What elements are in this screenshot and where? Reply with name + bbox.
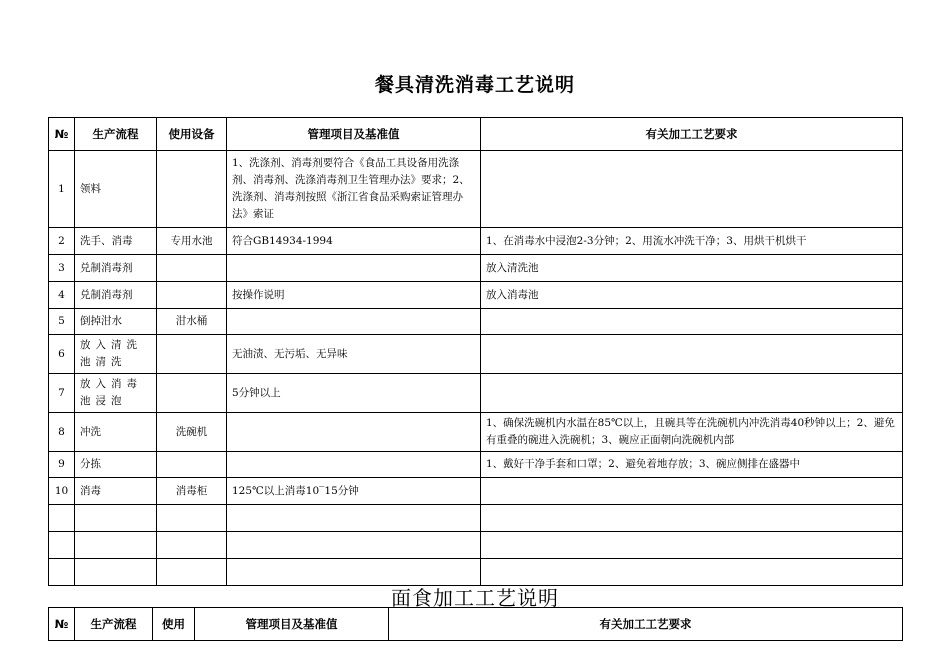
- row-no: 6: [49, 335, 75, 374]
- table-row: [49, 309, 903, 335]
- row-requirements: 放入清洗池: [481, 255, 903, 282]
- row-management: [227, 255, 481, 282]
- row-requirements: [481, 151, 903, 228]
- header-equipment: 使用设备: [157, 118, 227, 151]
- row-equipment: [157, 452, 227, 478]
- row-no: 9: [49, 452, 75, 478]
- row-no: 2: [49, 228, 75, 255]
- table-row: [49, 151, 903, 228]
- row-requirements: [481, 478, 903, 505]
- empty-cell: [49, 505, 75, 532]
- document-title-tableware: 餐具清洗消毒工艺说明: [374, 74, 575, 96]
- row-requirements: 放入消毒池: [481, 282, 903, 309]
- noodle-process-table: [48, 607, 903, 641]
- header-requirements: 有关加工工艺要求: [481, 118, 903, 151]
- table-row: [49, 413, 903, 452]
- empty-table-row: [49, 505, 903, 532]
- empty-cell: [227, 505, 481, 532]
- table-header-row: [49, 118, 903, 151]
- row-process: 领料: [75, 151, 157, 228]
- row-equipment: [157, 374, 227, 413]
- row-management: 5分钟以上: [227, 374, 481, 413]
- row-equipment: [157, 151, 227, 228]
- row-process: 消毒: [75, 478, 157, 505]
- row-no: 4: [49, 282, 75, 309]
- row-no: 1: [49, 151, 75, 228]
- empty-cell: [227, 532, 481, 559]
- tableware-cleaning-table: [48, 117, 903, 586]
- header-no: №: [49, 608, 75, 641]
- empty-cell: [49, 532, 75, 559]
- row-requirements: 1、确保洗碗机内水温在85℃以上，且碗具等在洗碗机内冲洗消毒40秒钟以上；2、避免有重叠的碗进入洗碗机；3、碗应正面朝向洗碗机内部: [481, 413, 903, 452]
- row-process: 放入消毒池浸泡: [75, 374, 157, 413]
- row-requirements: 1、戴好干净手套和口罩；2、避免着地存放；3、碗应侧排在盛器中: [481, 452, 903, 478]
- empty-cell: [481, 532, 903, 559]
- row-equipment: [157, 282, 227, 309]
- table-row: [49, 228, 903, 255]
- empty-cell: [481, 505, 903, 532]
- row-no: 5: [49, 309, 75, 335]
- row-management: 按操作说明: [227, 282, 481, 309]
- table-row: [49, 452, 903, 478]
- empty-cell: [157, 532, 227, 559]
- header-process: 生产流程: [75, 608, 153, 641]
- row-management: 符合GB14934-1994: [227, 228, 481, 255]
- row-process: 冲洗: [75, 413, 157, 452]
- header-requirements: 有关加工工艺要求: [389, 608, 903, 641]
- row-requirements: [481, 335, 903, 374]
- row-equipment: 消毒柜: [157, 478, 227, 505]
- empty-table-row: [49, 532, 903, 559]
- header-management: 管理项目及基准值: [195, 608, 389, 641]
- row-process: 放入清洗池清洗: [75, 335, 157, 374]
- row-process: 兑制消毒剂: [75, 255, 157, 282]
- empty-cell: [75, 532, 157, 559]
- row-equipment: 专用水池: [157, 228, 227, 255]
- row-no: 3: [49, 255, 75, 282]
- row-requirements: [481, 309, 903, 335]
- table-row: [49, 478, 903, 505]
- header-process: 生产流程: [75, 118, 157, 151]
- row-equipment: 泔水桶: [157, 309, 227, 335]
- header-management: 管理项目及基准值: [227, 118, 481, 151]
- row-no: 10: [49, 478, 75, 505]
- table-header-row: [49, 608, 903, 641]
- row-requirements: 1、在消毒水中浸泡2-3分钟；2、用流水冲洗干净；3、用烘干机烘干: [481, 228, 903, 255]
- document-title-noodle: 面食加工工艺说明: [391, 586, 559, 610]
- empty-cell: [157, 505, 227, 532]
- table-row: [49, 335, 903, 374]
- row-equipment: [157, 255, 227, 282]
- row-management: [227, 452, 481, 478]
- row-equipment: [157, 335, 227, 374]
- row-management: 1、洗涤剂、消毒剂要符合《食品工具设备用洗涤剂、消毒剂、洗涤消毒剂卫生管理办法》要求；2、洗涤剂、消毒剂按照《浙江省食品采购索证管理办法》索证: [227, 151, 481, 228]
- row-process: 倒掉泔水: [75, 309, 157, 335]
- row-management: [227, 309, 481, 335]
- table-row: [49, 255, 903, 282]
- row-requirements: [481, 374, 903, 413]
- table-row: [49, 374, 903, 413]
- empty-cell: [75, 505, 157, 532]
- row-no: 7: [49, 374, 75, 413]
- row-management: 125℃以上消毒10‾15分钟: [227, 478, 481, 505]
- table-row: [49, 282, 903, 309]
- row-management: [227, 413, 481, 452]
- row-process: 兑制消毒剂: [75, 282, 157, 309]
- row-management: 无油渍、无污垢、无异味: [227, 335, 481, 374]
- row-no: 8: [49, 413, 75, 452]
- row-process: 洗手、消毒: [75, 228, 157, 255]
- row-equipment: 洗碗机: [157, 413, 227, 452]
- header-no: №: [49, 118, 75, 151]
- header-equipment: 使用: [153, 608, 195, 641]
- row-process: 分拣: [75, 452, 157, 478]
